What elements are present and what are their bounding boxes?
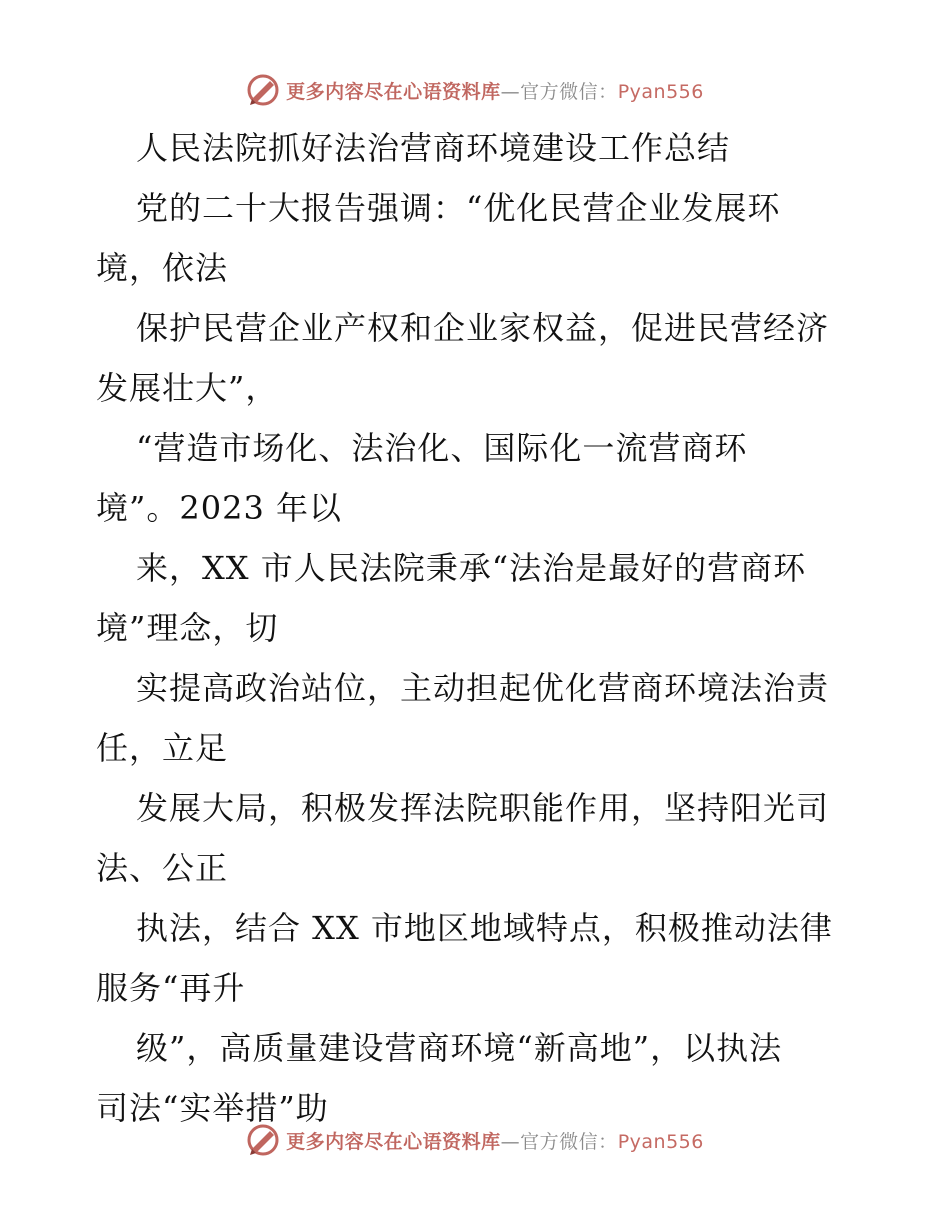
- text-line: 任，立足: [96, 729, 229, 767]
- text-line: 实提高政治站位，主动担起优化营商环境法治责: [136, 669, 830, 707]
- document-body: [96, 118, 856, 1138]
- watermark-brand: 更多内容尽在心语资料库: [286, 80, 501, 103]
- text-line: 级”，高质量建设营商环境“新高地”，以执法: [136, 1029, 783, 1067]
- pen-circle-logo-icon: [246, 1123, 280, 1157]
- text-line: 司法“实举措”助: [96, 1089, 329, 1127]
- document-title: 人民法院抓好法治营商环境建设工作总结: [136, 129, 731, 167]
- watermark-text: [286, 1127, 704, 1154]
- watermark-group: [246, 1123, 704, 1157]
- text-line: 发展壮大”，: [96, 369, 279, 407]
- text-line: 保护民营企业产权和企业家权益，促进民营经济: [136, 309, 830, 347]
- watermark-contact: 官方微信：: [520, 80, 618, 103]
- text-line: 执法，结合 XX 市地区地域特点，积极推动法律: [136, 909, 833, 947]
- text-line: 来，XX 市人民法院秉承“法治是最好的营商环: [136, 549, 807, 587]
- watermark-text: [286, 77, 704, 104]
- watermark-group: [246, 73, 704, 107]
- text-line: 党的二十大报告强调：“优化民营企业发展环: [136, 189, 781, 227]
- text-line: 境”理念，切: [96, 609, 279, 647]
- watermark-id: Pyan556: [617, 80, 704, 103]
- text-line: 服务“再升: [96, 969, 246, 1007]
- watermark-dash: —: [500, 80, 521, 103]
- watermark-contact: 官方微信：: [520, 1130, 618, 1153]
- text-line: “营造市场化、法治化、国际化一流营商环: [136, 429, 748, 467]
- watermark-id: Pyan556: [617, 1130, 704, 1153]
- text-line: 法、公正: [96, 849, 229, 887]
- header-watermark: [0, 70, 950, 110]
- footer-watermark: [0, 1120, 950, 1160]
- text-line: 发展大局，积极发挥法院职能作用，坚持阳光司: [136, 789, 830, 827]
- text-line: 境，依法: [96, 249, 229, 287]
- watermark-brand: 更多内容尽在心语资料库: [286, 1130, 501, 1153]
- watermark-dash: —: [500, 1130, 521, 1153]
- text-line: 境”。2023 年以: [96, 489, 342, 527]
- pen-circle-logo-icon: [246, 73, 280, 107]
